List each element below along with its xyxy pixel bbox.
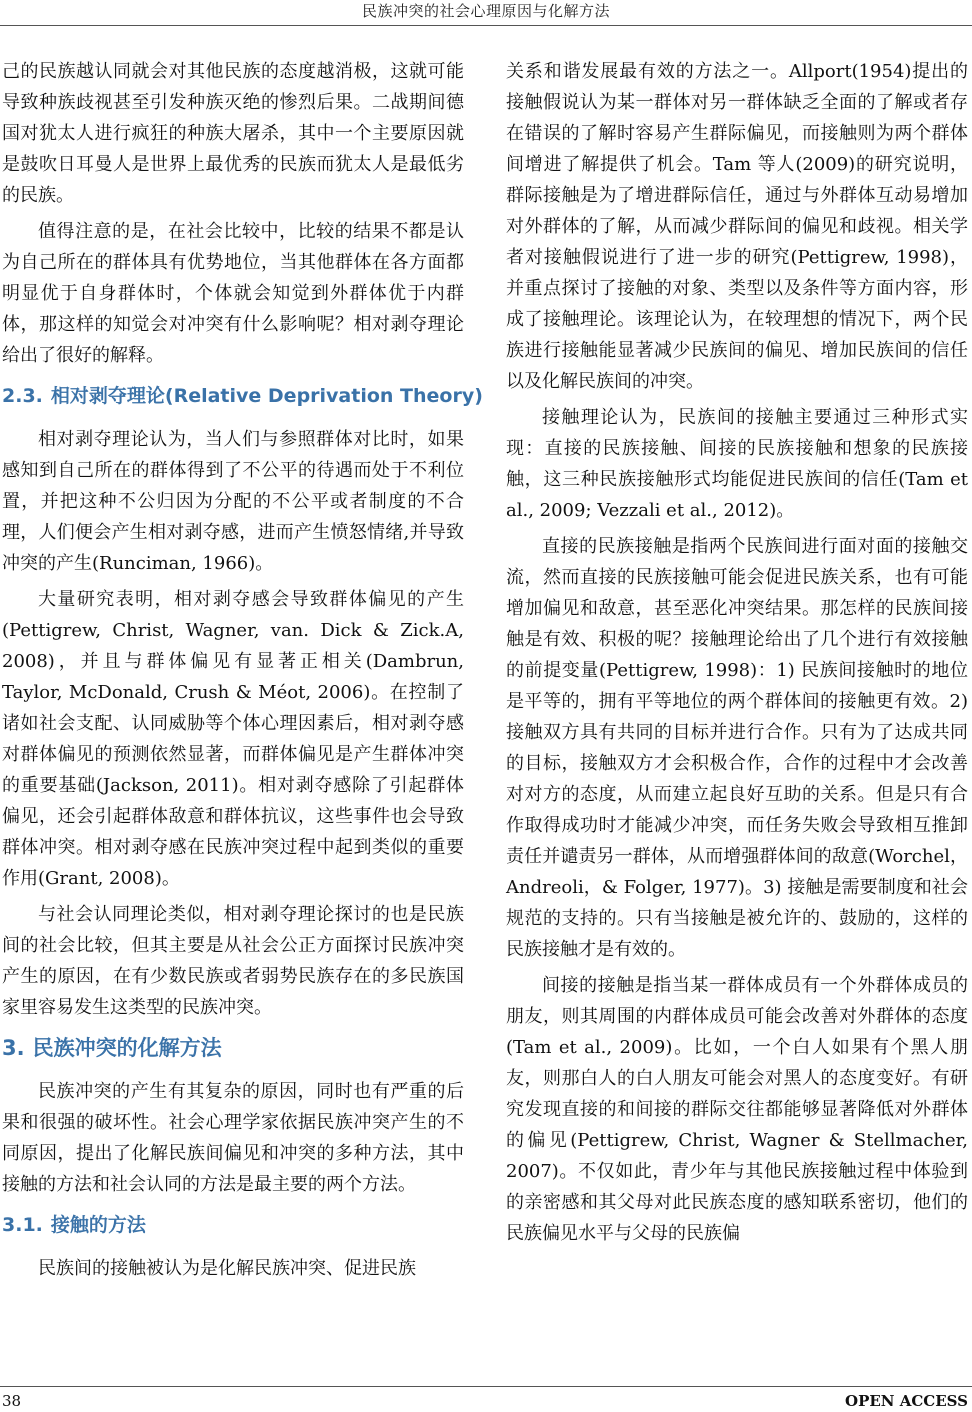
paragraph: 值得注意的是，在社会比较中，比较的结果不都是认为自己所在的群体具有优势地位，当其他群体在各方面都明显优于自身群体时，个体就会知觉到外群体优于内群体，那这样的知觉会对冲突有什么影响呢？相对剥夺理论给出了很好的解释。: [2, 221, 464, 366]
paragraph: 己的民族越认同就会对其他民族的态度越消极，这就可能导致种族歧视甚至引发种族灭绝的惨烈后果。二战期间德国对犹太人进行疯狂的种族大屠杀，其中一个主要原因就是鼓吹日耳曼人是世界上最优秀的民族而犹太人是最低劣的民族。: [2, 61, 464, 206]
section-number: 3.: [2, 1036, 25, 1060]
paragraph: 大量研究表明，相对剥夺感会导致群体偏见的产生(Pettigrew, Christ, Wagner, van. Dick & Zick.A, 2008)，并且与群体偏见有显著正相关(Dambrun, Taylor, McDonald, Crush & Méot, 2006)。在控制了诸如社会支配、认同威胁等个体心理因素后，相对剥夺感对群体偏见的预测依然显著，而群体偏见是产生群体冲突的重要基础(Jackson, 2011)。相对剥夺感除了引起群体偏见，还会引起群体敌意和群体抗议，这些事件也会导致群体冲突。相对剥夺感在民族冲突过程中起到类似的重要作用(Grant, 2008)。: [2, 589, 464, 889]
page-number: 38: [2, 1392, 22, 1410]
footer-rule: [0, 1386, 972, 1387]
paragraph: 民族冲突的产生有其复杂的原因，同时也有严重的后果和很强的破坏性。社会心理学家依据民族冲突产生的不同原因，提出了化解民族间偏见和冲突的多种方法，其中接触的方法和社会认同的方法是最主要的两个方法。: [2, 1081, 464, 1195]
section-title: 接触的方法: [50, 1214, 146, 1236]
paragraph: 关系和谐发展最有效的方法之一。Allport(1954)提出的接触假说认为某一群体对另一群体缺乏全面的了解或者存在错误的了解时容易产生群际偏见，而接触则为两个群体间增进了解提供了机会。Tam 等人(2009)的研究说明，群际接触是为了增进群际信任，通过与外群体互动易增加对外群体的了解，从而减少群际间的偏见和歧视。相关学者对接触假说进行了进一步的研究(Pettigrew, 1998)，并重点探讨了接触的对象、类型以及条件等方面内容，形成了接触理论。该理论认为，在较理想的情况下，两个民族进行接触能显著减少民族间的偏见、增加民族间的信任以及化解民族间的冲突。: [506, 61, 968, 392]
paragraph: 直接的民族接触是指两个民族间进行面对面的接触交流，然而直接的民族接触可能会促进民族关系，也有可能增加偏见和敌意，甚至恶化冲突结果。那怎样的民族间接触是有效、积极的呢？接触理论给出了几个进行有效接触的前提变量(Pettigrew, 1998)：1) 民族间接触时的地位是平等的，拥有平等地位的两个群体间的接触更有效。2) 接触双方具有共同的目标并进行合作。只有为了达成共同的目标，接触双方才会积极合作，合作的过程中才会改善对对方的态度，从而建立起良好互助的关系。但是只有合作取得成功时才能减少冲突，而任务失败会导致相互推卸责任并谴责另一群体，从而增强群体间的敌意(Worchel，Andreoli，& Folger, 1977)。3) 接触是需要制度和社会规范的支持的。只有当接触是被允许的、鼓励的，这样的民族接触才是有效的。: [506, 536, 968, 960]
section-heading-3-1: [2, 1210, 464, 1241]
header-rule: [0, 25, 972, 26]
section-heading-3: [2, 1033, 464, 1064]
paragraph: 接触理论认为，民族间的接触主要通过三种形式实现：直接的民族接触、间接的民族接触和想象的民族接触，这三种民族接触形式均能促进民族间的信任(Tam et al., 2009; Vezzali et al., 2012)。: [506, 407, 968, 521]
section-title: 民族冲突的化解方法: [32, 1036, 222, 1060]
paragraph: 民族间的接触被认为是化解民族冲突、促进民族: [38, 1258, 416, 1279]
paragraph: 与社会认同理论类似，相对剥夺理论探讨的也是民族间的社会比较，但其主要是从社会公正方面探讨民族冲突产生的原因，在有少数民族或者弱势民族存在的多民族国家里容易发生这类型的民族冲突。: [2, 904, 464, 1018]
paragraph: 相对剥夺理论认为，当人们与参照群体对比时，如果感知到自己所在的群体得到了不公平的待遇而处于不利位置，并把这种不公归因为分配的不公平或者制度的不合理，人们便会产生相对剥夺感，进而产生愤怒情绪,并导致冲突的产生(Runciman, 1966)。: [2, 429, 464, 574]
right-column: [506, 56, 968, 1254]
left-column: [2, 56, 483, 1289]
section-heading-2-3: [2, 381, 483, 412]
paragraph: 间接的接触是指当某一群体成员有一个外群体成员的朋友，则其周围的内群体成员可能会改善对外群体的态度(Tam et al., 2009)。比如，一个白人如果有个黑人朋友，则那白人的白人朋友可能会对黑人的态度变好。有研究发现直接的和间接的群际交往都能够显著降低对外群体的偏见(Pettigrew, Christ, Wagner & Stellmacher, 2007)。不仅如此，青少年与其他民族接触过程中体验到的亲密感和其父母对此民族态度的感知联系密切，他们的民族偏见水平与父母的民族偏: [506, 975, 968, 1244]
section-number: 3.1.: [2, 1214, 43, 1236]
section-number: 2.3.: [2, 385, 43, 407]
running-head: 民族冲突的社会心理原因与化解方法: [361, 2, 610, 20]
open-access-label: OPEN ACCESS: [845, 1392, 968, 1410]
section-title: 相对剥夺理论(Relative Deprivation Theory): [50, 385, 483, 407]
